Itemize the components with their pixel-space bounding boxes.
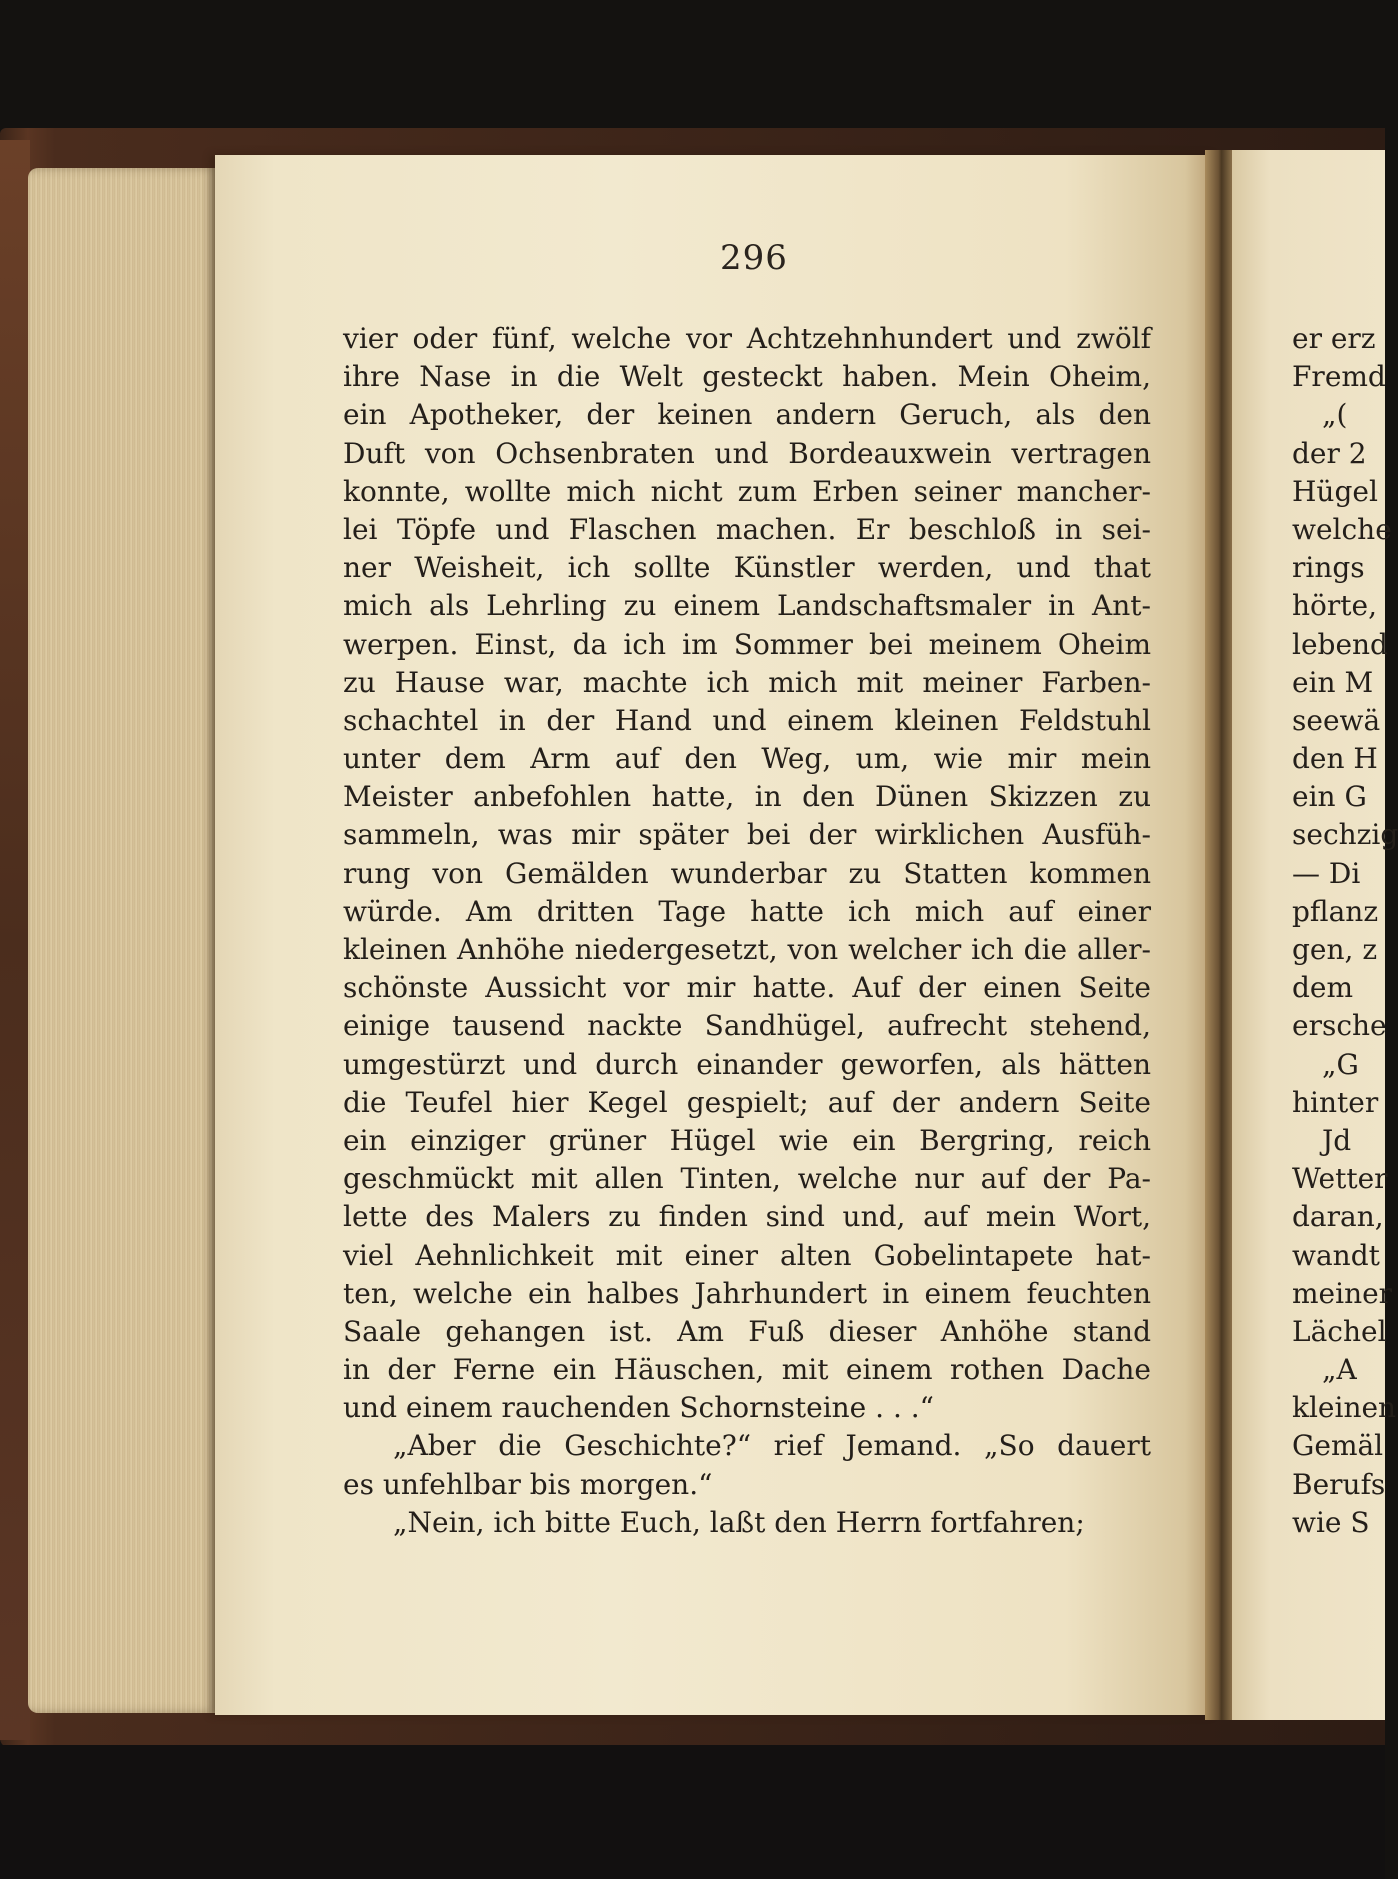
right-text-line: ein G: [1292, 780, 1367, 814]
right-text-line: „(: [1322, 398, 1348, 432]
text-line: zu Hause war, machte ich mich mit meiner Farben-: [343, 665, 1151, 699]
page-edges: [28, 168, 218, 1713]
right-page-text: [1292, 320, 1398, 1542]
text-line: einige tausend nackte Sandhügel, aufrecht stehend,: [343, 1009, 1151, 1043]
right-text-line: wie S: [1292, 1505, 1370, 1539]
text-line: in der Ferne ein Häuschen, mit einem rothen Dache: [343, 1353, 1151, 1387]
text-line: ein einziger grüner Hügel wie ein Bergring, reich: [343, 1123, 1151, 1157]
text-line: „Aber die Geschichte?“ rief Jemand. „So dauert: [393, 1429, 1151, 1463]
book-gutter: [1205, 150, 1235, 1720]
right-text-line: hinter: [1292, 1085, 1379, 1119]
text-line: unter dem Arm auf den Weg, um, wie mir mein: [343, 742, 1151, 776]
right-text-line: meiner: [1292, 1276, 1393, 1310]
right-text-line: ein M: [1292, 665, 1374, 699]
text-line: ner Weisheit, ich sollte Künstler werden, und that: [343, 551, 1151, 585]
text-line: geschmückt mit allen Tinten, welche nur auf der Pa-: [343, 1162, 1151, 1196]
text-line: lette des Malers zu finden sind und, auf mein Wort,: [343, 1200, 1151, 1234]
text-line: schönste Aussicht vor mir hatte. Auf der einen Seite: [343, 971, 1151, 1005]
text-line: ein Apotheker, der keinen andern Geruch, als den: [343, 398, 1151, 432]
text-line: Duft von Ochsenbraten und Bordeauxwein vertragen: [343, 436, 1151, 470]
right-text-line: Hügel: [1292, 474, 1378, 508]
right-text-line: — Di: [1292, 856, 1361, 890]
right-text-line: Fremd: [1292, 360, 1386, 394]
text-line: würde. Am dritten Tage hatte ich mich auf einer: [343, 894, 1151, 928]
right-text-line: Lächel: [1292, 1314, 1387, 1348]
right-text-line: seewä: [1292, 703, 1381, 737]
right-text-line: rings: [1292, 551, 1365, 585]
text-line: „Nein, ich bitte Euch, laßt den Herrn fortfahren;: [393, 1505, 1085, 1539]
text-line: und einem rauchenden Schornsteine . . .“: [343, 1391, 934, 1425]
right-text-line: Berufs: [1292, 1467, 1386, 1501]
right-text-line: „A: [1322, 1353, 1357, 1387]
text-line: Meister anbefohlen hatte, in den Dünen Skizzen zu: [343, 780, 1151, 814]
text-line: ten, welche ein halbes Jahrhundert in einem feuchten: [343, 1276, 1151, 1310]
text-line: mich als Lehrling zu einem Landschaftsmaler in Ant-: [343, 589, 1151, 623]
background-shadow: [0, 1745, 1385, 1879]
right-text-line: lebend: [1292, 627, 1388, 661]
right-text-line: sechzig: [1292, 818, 1398, 852]
right-text-line: er erz: [1292, 322, 1376, 355]
right-text-line: Wetter: [1292, 1162, 1388, 1196]
cover-spine-edge: [0, 140, 30, 1740]
right-text-line: kleinen: [1292, 1391, 1397, 1425]
right-text-line: der 2: [1292, 436, 1367, 470]
right-text-line: den H: [1292, 742, 1378, 776]
right-text-line: pflanz: [1292, 894, 1379, 928]
right-text-line: Gemäl: [1292, 1429, 1384, 1463]
right-text-line: hörte,: [1292, 589, 1377, 623]
right-text-line: dem: [1292, 971, 1354, 1005]
right-text-line: „G: [1322, 1047, 1359, 1081]
right-text-line: gen, z: [1292, 933, 1378, 966]
text-line: konnte, wollte mich nicht zum Erben seiner mancher-: [343, 474, 1151, 508]
right-text-line: ersche: [1292, 1009, 1387, 1043]
text-line: vier oder fünf, welche vor Achtzehnhundert und zwölf: [343, 322, 1151, 355]
right-text-line: welche: [1292, 512, 1392, 546]
text-line: ihre Nase in die Welt gesteckt haben. Mein Oheim,: [343, 360, 1151, 394]
text-line: es unfehlbar bis morgen.“: [343, 1467, 713, 1501]
text-line: rung von Gemälden wunderbar zu Statten kommen: [343, 856, 1151, 890]
text-line: werpen. Einst, da ich im Sommer bei meinem Oheim: [343, 627, 1151, 661]
text-line: umgestürzt und durch einander geworfen, als hätten: [343, 1047, 1151, 1081]
text-line: lei Töpfe und Flaschen machen. Er beschloß in sei-: [343, 512, 1151, 546]
page-number: 296: [720, 238, 788, 278]
right-text-line: wandt: [1292, 1238, 1380, 1272]
text-line: viel Aehnlichkeit mit einer alten Gobelintapete hat-: [343, 1238, 1151, 1272]
text-line: Saale gehangen ist. Am Fuß dieser Anhöhe stand: [343, 1314, 1151, 1348]
text-line: sammeln, was mir später bei der wirklichen Ausfüh-: [343, 818, 1151, 852]
right-text-line: daran,: [1292, 1200, 1384, 1234]
text-line: kleinen Anhöhe niedergesetzt, von welcher ich die aller-: [343, 933, 1151, 966]
right-text-line: Jd: [1322, 1123, 1352, 1157]
text-line: die Teufel hier Kegel gespielt; auf der andern Seite: [343, 1085, 1151, 1119]
text-line: schachtel in der Hand und einem kleinen Feldstuhl: [343, 703, 1151, 737]
left-page-text: [343, 320, 1151, 1542]
